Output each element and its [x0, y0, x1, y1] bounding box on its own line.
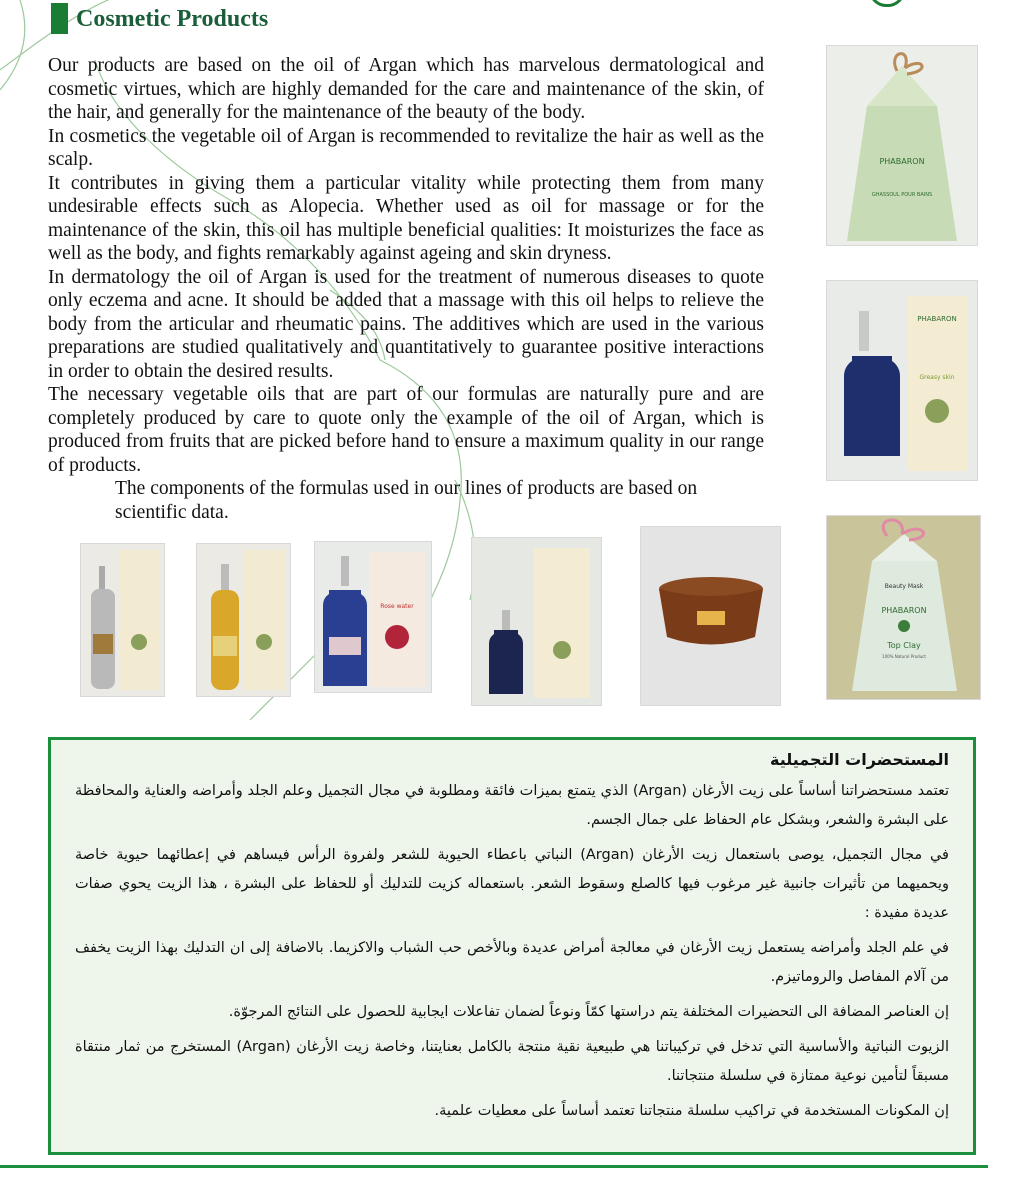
face-oil-photo	[471, 537, 602, 706]
page-title: Cosmetic Products	[76, 6, 269, 32]
product-label: Rose water	[380, 603, 414, 610]
product-label: 100% Natural Product	[882, 654, 926, 659]
corner-ornament	[869, 0, 905, 7]
brand-label: PHABARON	[881, 606, 927, 615]
clay-jar-photo	[640, 526, 781, 706]
arabic-title: المستحضرات التجميلية	[770, 750, 949, 769]
product-label: GHASSOUL POUR BAINS	[871, 192, 933, 198]
gift-box-photo	[826, 45, 978, 246]
product-label: Top Clay	[887, 641, 921, 650]
paragraph: The components of the formulas used in our lines of products are based on scientific data.	[115, 478, 698, 523]
arabic-paragraph: إن المكونات المستخدمة في تراكيب سلسلة منتجاتنا تعتمد أساساً على معطيات علمية.	[434, 1103, 949, 1119]
arabic-paragraph: في مجال التجميل، يوصى باستعمال زيت الأرغان (Argan) النباتي باعطاء الحيوية للشعر ولفروة الرأس فيساهم في إعطائهما حيوية خاصة ويحميهما من تأثيرات جانبية غير مرغوب فيها كالصلع وسقوط الشعر. باستعماله كزيت للتدليك أو للحفاظ على البشرة ، هذا الزيت يحوي صفات عديدة مفيدة :	[75, 847, 949, 921]
arabic-paragraph: تعتمد مستحضراتنا أساساً على زيت الأرغان (Argan) الذي يتمتع بميزات فائقة ومطلوبة في مجال التجميل وعلم الجلد وأمراضه والعناية والمحافظة على البشرة والشعر، وبشكل عام الحفاظ على جمال الجسم.	[75, 783, 949, 828]
body-oil-photo	[196, 543, 291, 697]
brand-label: PHABARON	[879, 157, 925, 166]
title-accent-bar	[51, 3, 68, 34]
paragraph: Our products are based on the oil of Argan which has marvelous dermatological and cosmetic virtues, which are highly demanded for the care and maintenance of the skin, of the hair, and generally for the maintenance of the beauty of the body.	[48, 55, 764, 123]
paragraph: In cosmetics the vegetable oil of Argan is recommended to revitalize the hair as well as the scalp.	[48, 125, 764, 170]
arabic-paragraph: إن العناصر المضافة الى التحضيرات المختلفة يتم دراستها كمّاً ونوعاً لضمان تفاعلات ايجابية للحصول على النتائج المرجوّة.	[228, 1004, 949, 1020]
arabic-paragraph: الزيوت النباتية والأساسية التي تدخل في تركيباتنا هي طبيعية نقية منتجة بالكامل بعنايتنا، وخاصة زيت الأرغان (Argan) المستخرج من ثمار منتقاة مسبقاً لتأمين نوعية ممتازة في سلسلة منتجاتنا.	[75, 1039, 949, 1084]
hair-oil-photo	[80, 543, 165, 697]
product-label: Greasy skin	[919, 374, 955, 381]
arabic-paragraph: في علم الجلد وأمراضه يستعمل زيت الأرغان في معالجة أمراض عديدة وبالأخص حب الشباب والاكزيما. بالاضافة إلى ان التدليك بهذا الزيت يخفف من آلام المفاصل والروماتيزم.	[75, 940, 949, 985]
greasy-skin-oil-photo	[826, 280, 978, 481]
arabic-section	[48, 737, 976, 1155]
product-label: Beauty Mask	[884, 583, 924, 590]
beauty-mask-photo	[826, 515, 981, 700]
english-body	[48, 54, 764, 524]
paragraph: It contributes in giving them a particular vitality while protecting them from many undesirable effects such as Alopecia. Whether used as oil for massage or for the maintenance of the skin, this oil has multiple beneficial qualities: It moisturizes the face as well as the body, and fights remarkably against ageing and skin dryness.	[48, 172, 764, 264]
paragraph: In dermatology the oil of Argan is used for the treatment of numerous diseases to quote only eczema and acne. It should be added that a massage with this oil helps to relieve the body from the articular and rheumatic pains. The additives which are used in the various preparations are studied qualitatively and quantitatively to guarantee positive interactions in order to obtain the desired results.	[48, 266, 764, 382]
brand-label: PHABARON	[917, 315, 957, 323]
paragraph: The necessary vegetable oils that are part of our formulas are naturally pure and are completely produced by care to quote only the example of the oil of Argan, which is produced from fruits that are picked before hand to ensure a maximum quality in our range of products.	[48, 384, 764, 476]
rose-water-photo	[314, 541, 432, 693]
footer-divider	[0, 1165, 988, 1168]
